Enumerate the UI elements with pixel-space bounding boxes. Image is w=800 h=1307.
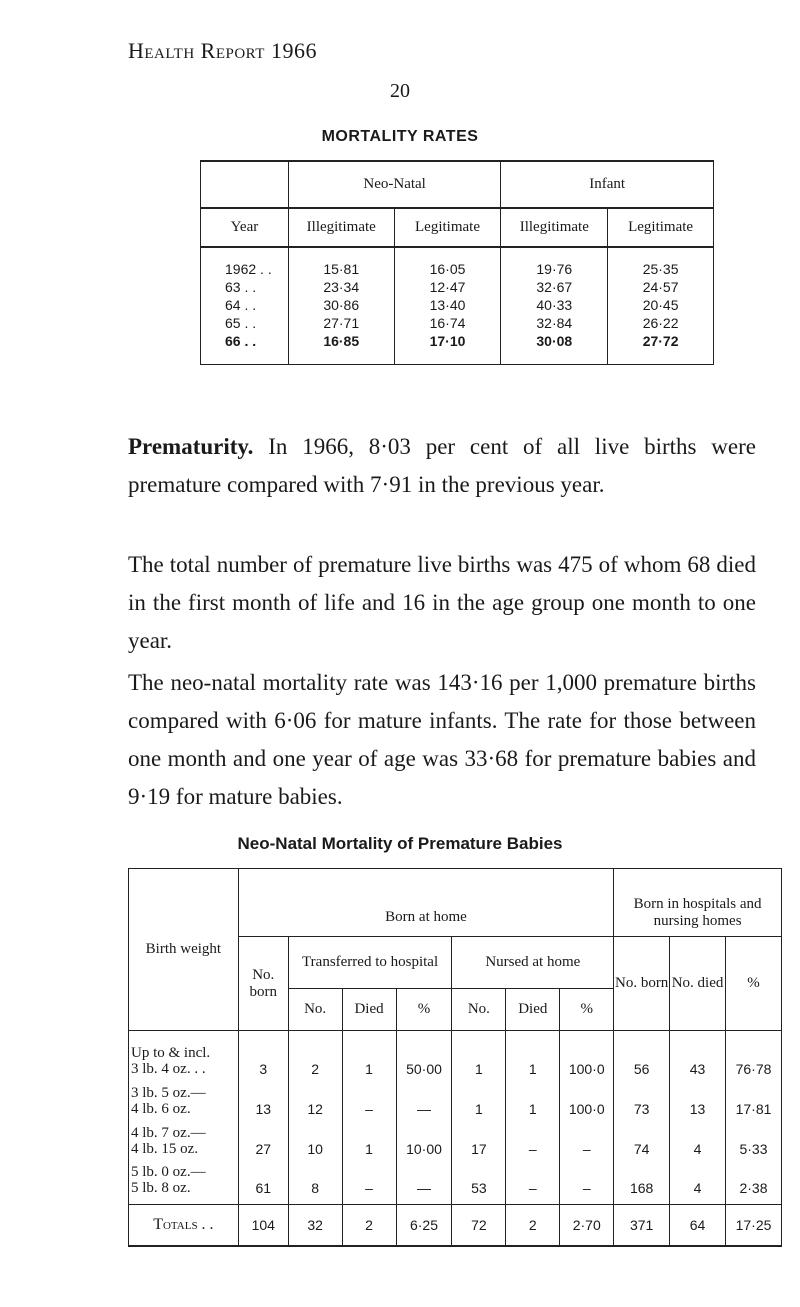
value-cell: — xyxy=(396,1079,452,1119)
column-header: Legitimate xyxy=(608,208,714,247)
total-cell: 6·25 xyxy=(396,1205,452,1247)
paragraph-mortality-rate: The neo-natal mortality rate was 143·16 per 1,000 premature births compared with 6·06 for mature infants. The rate for those between one month and one year of age was 33·68 for premature babies and 9·19 for mature babies. xyxy=(128,670,756,809)
table-row xyxy=(201,278,714,296)
value-cell: 16·05 xyxy=(394,260,501,278)
value-cell: 24·57 xyxy=(608,278,714,296)
weight-range: 4 lb. 15 oz. xyxy=(131,1140,199,1157)
total-cell: 17·25 xyxy=(726,1205,782,1247)
value-cell: 56 xyxy=(614,1031,670,1079)
home-no-born-header: No. born xyxy=(238,937,288,1031)
nursed-no-header: No. xyxy=(452,989,506,1031)
value-cell: – xyxy=(560,1159,614,1205)
value-cell: 32·84 xyxy=(501,314,608,332)
premature-table-title: Neo-Natal Mortality of Premature Babies xyxy=(237,834,563,853)
value-cell: 12·47 xyxy=(394,278,501,296)
column-header: Illegitimate xyxy=(288,208,394,247)
nursed-percent-header: % xyxy=(560,989,614,1031)
value-cell: – xyxy=(506,1119,560,1159)
weight-prefix: 5 lb. 0 oz.— xyxy=(131,1164,206,1180)
value-cell: 32·67 xyxy=(501,278,608,296)
value-cell: 3 xyxy=(238,1031,288,1079)
value-cell: – xyxy=(506,1159,560,1205)
weight-cell xyxy=(129,1159,239,1205)
year-cell: 66 . . xyxy=(201,332,289,350)
born-at-home-header: Born at home xyxy=(238,869,613,937)
weight-cell xyxy=(129,1119,239,1159)
value-cell: 16·74 xyxy=(394,314,501,332)
premature-babies-table xyxy=(128,868,782,1247)
mortality-rates-table xyxy=(200,160,714,365)
value-cell: 1 xyxy=(452,1031,506,1079)
table-row xyxy=(201,296,714,314)
table-row xyxy=(129,1159,782,1205)
value-cell: — xyxy=(396,1159,452,1205)
value-cell: 25·35 xyxy=(608,260,714,278)
weight-cell xyxy=(129,1079,239,1119)
value-cell: 100·0 xyxy=(560,1031,614,1079)
value-cell: 1 xyxy=(452,1079,506,1119)
mortality-rates-title: MORTALITY RATES xyxy=(321,128,479,145)
value-cell: 2 xyxy=(288,1031,342,1079)
total-cell: 371 xyxy=(614,1205,670,1247)
total-cell: 72 xyxy=(452,1205,506,1247)
value-cell: 16·85 xyxy=(288,332,394,350)
value-cell: 27·71 xyxy=(288,314,394,332)
value-cell: 17·10 xyxy=(394,332,501,350)
hospital-no-born-header: No. born xyxy=(614,937,670,1031)
total-cell: 104 xyxy=(238,1205,288,1247)
table-row xyxy=(129,1079,782,1119)
group-header-neo-natal: Neo-Natal xyxy=(288,161,501,208)
paragraph-lead: Prematurity. xyxy=(128,434,254,459)
value-cell: 168 xyxy=(614,1159,670,1205)
totals-label: Totals . . xyxy=(129,1205,239,1247)
value-cell: 1 xyxy=(342,1119,396,1159)
year-cell: 63 . . xyxy=(201,278,289,296)
year-cell: 1962 . . xyxy=(201,260,289,278)
value-cell: – xyxy=(342,1159,396,1205)
value-cell: 10·00 xyxy=(396,1119,452,1159)
value-cell: 5·33 xyxy=(726,1119,782,1159)
nursed-died-header: Died xyxy=(506,989,560,1031)
year-cell: 65 . . xyxy=(201,314,289,332)
table-row xyxy=(129,1031,782,1079)
year-cell: 64 . . xyxy=(201,296,289,314)
value-cell: 20·45 xyxy=(608,296,714,314)
value-cell: 1 xyxy=(342,1031,396,1079)
weight-range: 5 lb. 8 oz. xyxy=(131,1180,191,1196)
paragraph-prematurity xyxy=(128,428,756,504)
total-cell: 2 xyxy=(506,1205,560,1247)
total-cell: 64 xyxy=(670,1205,726,1247)
paragraph-body: In 1966, 8·03 per cent of all live births were premature compared with 7·91 in the previous year. xyxy=(128,434,756,497)
value-cell: 13 xyxy=(238,1079,288,1119)
weight-range: 3 lb. 4 oz. . . xyxy=(131,1060,206,1077)
column-header: Year xyxy=(201,208,289,247)
value-cell: – xyxy=(342,1079,396,1119)
value-cell: 1 xyxy=(506,1031,560,1079)
group-header-infant: Infant xyxy=(501,161,714,208)
value-cell: 12 xyxy=(288,1079,342,1119)
table-row xyxy=(201,332,714,350)
value-cell: 26·22 xyxy=(608,314,714,332)
value-cell: 53 xyxy=(452,1159,506,1205)
value-cell: 10 xyxy=(288,1119,342,1159)
value-cell: 30·08 xyxy=(501,332,608,350)
value-cell: – xyxy=(560,1119,614,1159)
value-cell: 17 xyxy=(452,1119,506,1159)
value-cell: 19·76 xyxy=(501,260,608,278)
value-cell: 27 xyxy=(238,1119,288,1159)
running-head: Health Report 1966 xyxy=(128,38,317,63)
born-in-hospitals-header: Born in hospitals and nursing homes xyxy=(614,869,782,937)
table-row xyxy=(201,260,714,278)
totals-row xyxy=(129,1205,782,1247)
value-cell: 4 xyxy=(670,1119,726,1159)
nursed-header: Nursed at home xyxy=(452,937,614,989)
value-cell: 1 xyxy=(506,1079,560,1119)
total-cell: 2·70 xyxy=(560,1205,614,1247)
transferred-header: Transferred to hospital xyxy=(288,937,452,989)
weight-range: 4 lb. 6 oz. xyxy=(131,1100,191,1117)
transferred-percent-header: % xyxy=(396,989,452,1031)
total-cell: 32 xyxy=(288,1205,342,1247)
hospital-no-died-header: No. died xyxy=(670,937,726,1031)
value-cell: 100·0 xyxy=(560,1079,614,1119)
value-cell: 74 xyxy=(614,1119,670,1159)
value-cell: 13·40 xyxy=(394,296,501,314)
hospital-percent-header: % xyxy=(726,937,782,1031)
transferred-no-header: No. xyxy=(288,989,342,1031)
total-cell: 2 xyxy=(342,1205,396,1247)
table-row xyxy=(201,314,714,332)
weight-prefix: Up to & incl. xyxy=(131,1044,211,1061)
value-cell: 30·86 xyxy=(288,296,394,314)
value-cell: 4 xyxy=(670,1159,726,1205)
value-cell: 61 xyxy=(238,1159,288,1205)
value-cell: 27·72 xyxy=(608,332,714,350)
value-cell: 13 xyxy=(670,1079,726,1119)
value-cell: 76·78 xyxy=(726,1031,782,1079)
page-number: 20 xyxy=(390,80,410,102)
birth-weight-header: Birth weight xyxy=(129,869,239,1031)
value-cell: 40·33 xyxy=(501,296,608,314)
weight-prefix: 3 lb. 5 oz.— xyxy=(131,1084,206,1101)
transferred-died-header: Died xyxy=(342,989,396,1031)
table-row xyxy=(129,1119,782,1159)
value-cell: 17·81 xyxy=(726,1079,782,1119)
weight-prefix: 4 lb. 7 oz.— xyxy=(131,1124,206,1141)
value-cell: 2·38 xyxy=(726,1159,782,1205)
value-cell: 43 xyxy=(670,1031,726,1079)
value-cell: 8 xyxy=(288,1159,342,1205)
value-cell: 15·81 xyxy=(288,260,394,278)
value-cell: 23·34 xyxy=(288,278,394,296)
value-cell: 73 xyxy=(614,1079,670,1119)
weight-cell xyxy=(129,1031,239,1079)
paragraph-premature-births: The total number of premature live births was 475 of whom 68 died in the first month of life and 16 in the age group one month to one year. xyxy=(128,552,756,653)
column-header: Illegitimate xyxy=(501,208,608,247)
value-cell: 50·00 xyxy=(396,1031,452,1079)
column-header: Legitimate xyxy=(394,208,501,247)
corner-cell xyxy=(201,161,289,208)
